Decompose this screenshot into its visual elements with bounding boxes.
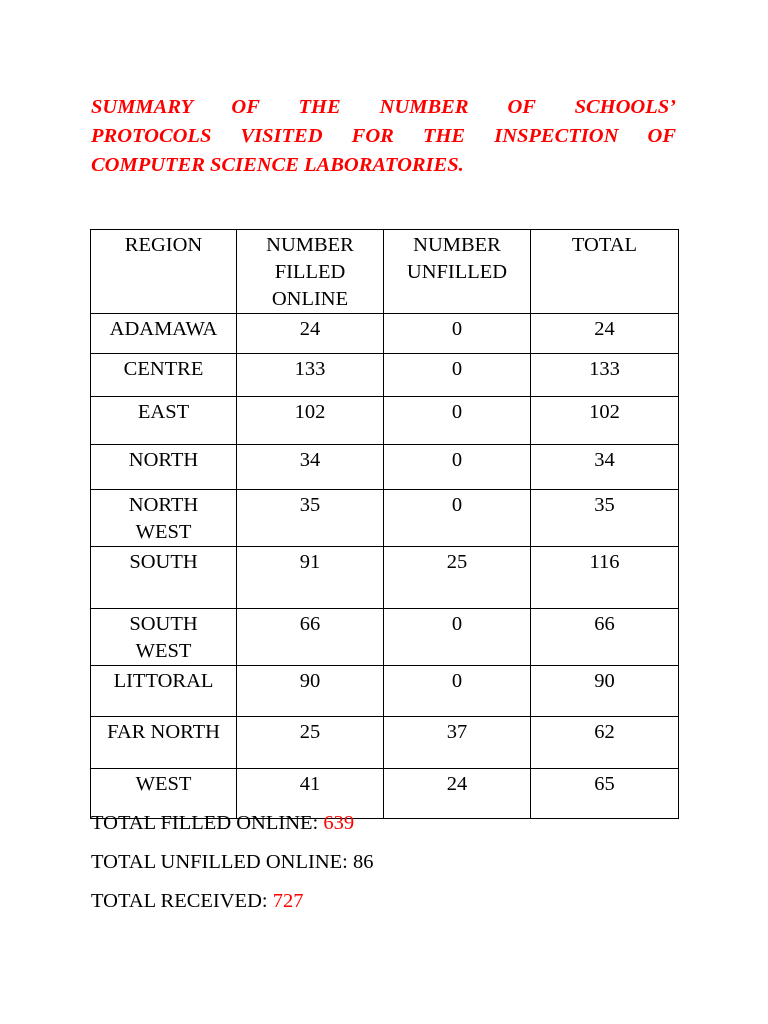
total-cell: 62 — [531, 717, 679, 769]
table-row — [91, 314, 679, 354]
total-cell: 66 — [531, 609, 679, 666]
total-filled-value: 639 — [323, 812, 355, 834]
header-cell — [531, 230, 679, 314]
table-row — [91, 354, 679, 397]
header-text: UNFILLED — [406, 261, 508, 283]
region-cell — [91, 445, 237, 490]
region-name: LITTORAL — [113, 670, 214, 692]
region-cell — [91, 354, 237, 397]
summary-table — [90, 229, 679, 819]
filled-cell: 34 — [237, 445, 384, 490]
table-row — [91, 397, 679, 445]
filled-cell: 25 — [237, 717, 384, 769]
header-text: TOTAL — [571, 234, 638, 256]
table-header-row — [91, 230, 679, 314]
filled-cell: 35 — [237, 490, 384, 547]
header-text: ONLINE — [271, 288, 349, 310]
total-cell: 65 — [531, 769, 679, 819]
filled-cell: 66 — [237, 609, 384, 666]
filled-cell: 91 — [237, 547, 384, 609]
total-cell: 116 — [531, 547, 679, 609]
title-line-3: COMPUTER SCIENCE LABORATORIES. — [91, 154, 464, 176]
total-unfilled-value: 86 — [352, 851, 374, 873]
total-cell: 34 — [531, 445, 679, 490]
table-row — [91, 609, 679, 666]
total-cell: 102 — [531, 397, 679, 445]
region-name: WEST — [135, 773, 192, 795]
unfilled-cell: 0 — [384, 609, 531, 666]
region-name: FAR NORTH — [107, 721, 220, 743]
region-cell — [91, 397, 237, 445]
total-filled-label: TOTAL FILLED ONLINE: — [91, 812, 324, 834]
region-cell — [91, 490, 237, 547]
total-unfilled-online — [91, 849, 373, 875]
title-line-1: SUMMARY OF THE NUMBER OF SCHOOLS’ — [91, 96, 676, 118]
unfilled-cell: 25 — [384, 547, 531, 609]
unfilled-cell: 37 — [384, 717, 531, 769]
header-text: FILLED — [274, 261, 346, 283]
filled-cell: 90 — [237, 666, 384, 717]
header-cell — [91, 230, 237, 314]
header-text: REGION — [124, 234, 203, 256]
region-name: SOUTH — [129, 613, 198, 635]
header-cell — [237, 230, 384, 314]
table-row — [91, 490, 679, 547]
filled-cell: 24 — [237, 314, 384, 354]
region-name: NORTH — [128, 494, 199, 516]
total-cell: 35 — [531, 490, 679, 547]
table-row — [91, 666, 679, 717]
unfilled-cell: 0 — [384, 666, 531, 717]
unfilled-cell: 0 — [384, 397, 531, 445]
document-title — [91, 93, 676, 180]
region-name: WEST — [135, 521, 192, 543]
header-text: NUMBER — [413, 234, 501, 256]
filled-cell: 133 — [237, 354, 384, 397]
region-name: ADAMAWA — [109, 318, 218, 340]
unfilled-cell: 0 — [384, 314, 531, 354]
header-cell — [384, 230, 531, 314]
title-line-2: PROTOCOLS VISITED FOR THE INSPECTION OF — [91, 125, 676, 147]
region-cell — [91, 547, 237, 609]
table-row — [91, 717, 679, 769]
region-name: SOUTH — [129, 551, 198, 573]
region-cell — [91, 666, 237, 717]
total-filled-online — [91, 810, 354, 836]
region-name: EAST — [137, 401, 190, 423]
total-unfilled-label: TOTAL UNFILLED ONLINE: — [91, 851, 353, 873]
filled-cell: 102 — [237, 397, 384, 445]
table-row — [91, 445, 679, 490]
region-name: WEST — [135, 640, 192, 662]
unfilled-cell: 0 — [384, 490, 531, 547]
total-received — [91, 888, 303, 914]
region-cell — [91, 609, 237, 666]
region-name: NORTH — [128, 449, 199, 471]
filled-cell: 41 — [237, 769, 384, 819]
unfilled-cell: 0 — [384, 354, 531, 397]
table-row — [91, 547, 679, 609]
total-cell: 24 — [531, 314, 679, 354]
total-received-value: 727 — [272, 890, 304, 912]
region-cell — [91, 717, 237, 769]
total-received-label: TOTAL RECEIVED: — [91, 890, 273, 912]
region-cell — [91, 314, 237, 354]
total-cell: 90 — [531, 666, 679, 717]
unfilled-cell: 0 — [384, 445, 531, 490]
table-body — [91, 314, 679, 819]
unfilled-cell: 24 — [384, 769, 531, 819]
header-text: NUMBER — [266, 234, 354, 256]
region-name: CENTRE — [123, 358, 204, 380]
total-cell: 133 — [531, 354, 679, 397]
